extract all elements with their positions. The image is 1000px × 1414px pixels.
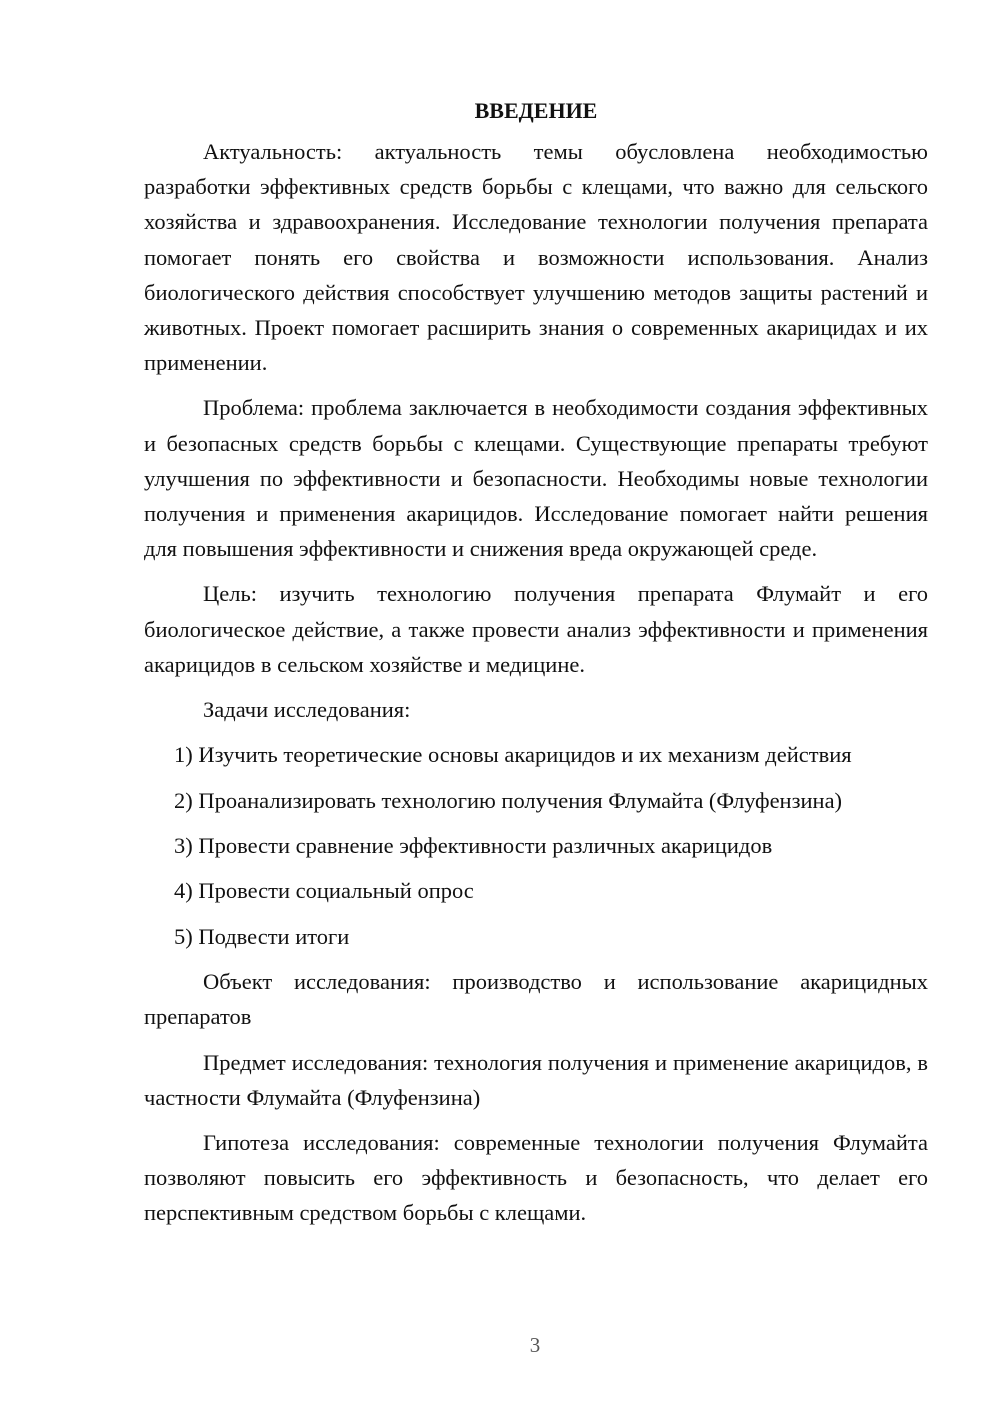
paragraph-goal: Цель: изучить технологию получения препарата Флумайт и его биологическое действие, а также провести анализ эффективности и применения акарицидов в сельском хозяйстве и медицине.: [144, 581, 928, 677]
page-content: [144, 94, 928, 1241]
paragraph-subject: Предмет исследования: технология получения и применение акарицидов, в частности Флумайта (Флуфензина): [144, 1049, 928, 1110]
list-item: 4) Провести социальный опрос: [174, 878, 474, 904]
tasks-list: [144, 737, 928, 954]
list-item: 3) Провести сравнение эффективности различных акарицидов: [174, 833, 773, 859]
paragraph-object: Объект исследования: производство и использование акарицидных препаратов: [144, 969, 928, 1030]
page-number: 3: [529, 1333, 541, 1357]
list-item: 1) Изучить теоретические основы акарицидов и их механизм действия: [174, 742, 852, 768]
paragraph-relevance: Актуальность: актуальность темы обусловлена необходимостью разработки эффективных средств борьбы с клещами, что важно для сельского хозяйства и здравоохранения. Исследование технологии получения препарата помогает понять его свойства и возможности использования. Анализ биологического действия способствует улучшению методов защиты растений и животных. Проект помогает расширить знания о современных акарицидах и их применении.: [144, 139, 928, 376]
paragraph-problem: Проблема: проблема заключается в необходимости создания эффективных и безопасных средств борьбы с клещами. Существующие препараты требуют улучшения по эффективности и безопасности. Необходимы новые технологии получения и применения акарицидов. Исследование помогает найти решения для повышения эффективности и снижения вреда окружающей среде.: [144, 395, 928, 562]
list-item: 5) Подвести итоги: [174, 923, 350, 949]
tasks-heading: Задачи исследования:: [203, 697, 411, 723]
list-item: 2) Проанализировать технологию получения Флумайта (Флуфензина): [174, 787, 843, 813]
section-title: ВВЕДЕНИЕ: [474, 98, 598, 123]
paragraph-hypothesis: Гипотеза исследования: современные технологии получения Флумайта позволяют повысить его эффективность и безопасность, что делает его перспективным средством борьбы с клещами.: [144, 1130, 928, 1226]
